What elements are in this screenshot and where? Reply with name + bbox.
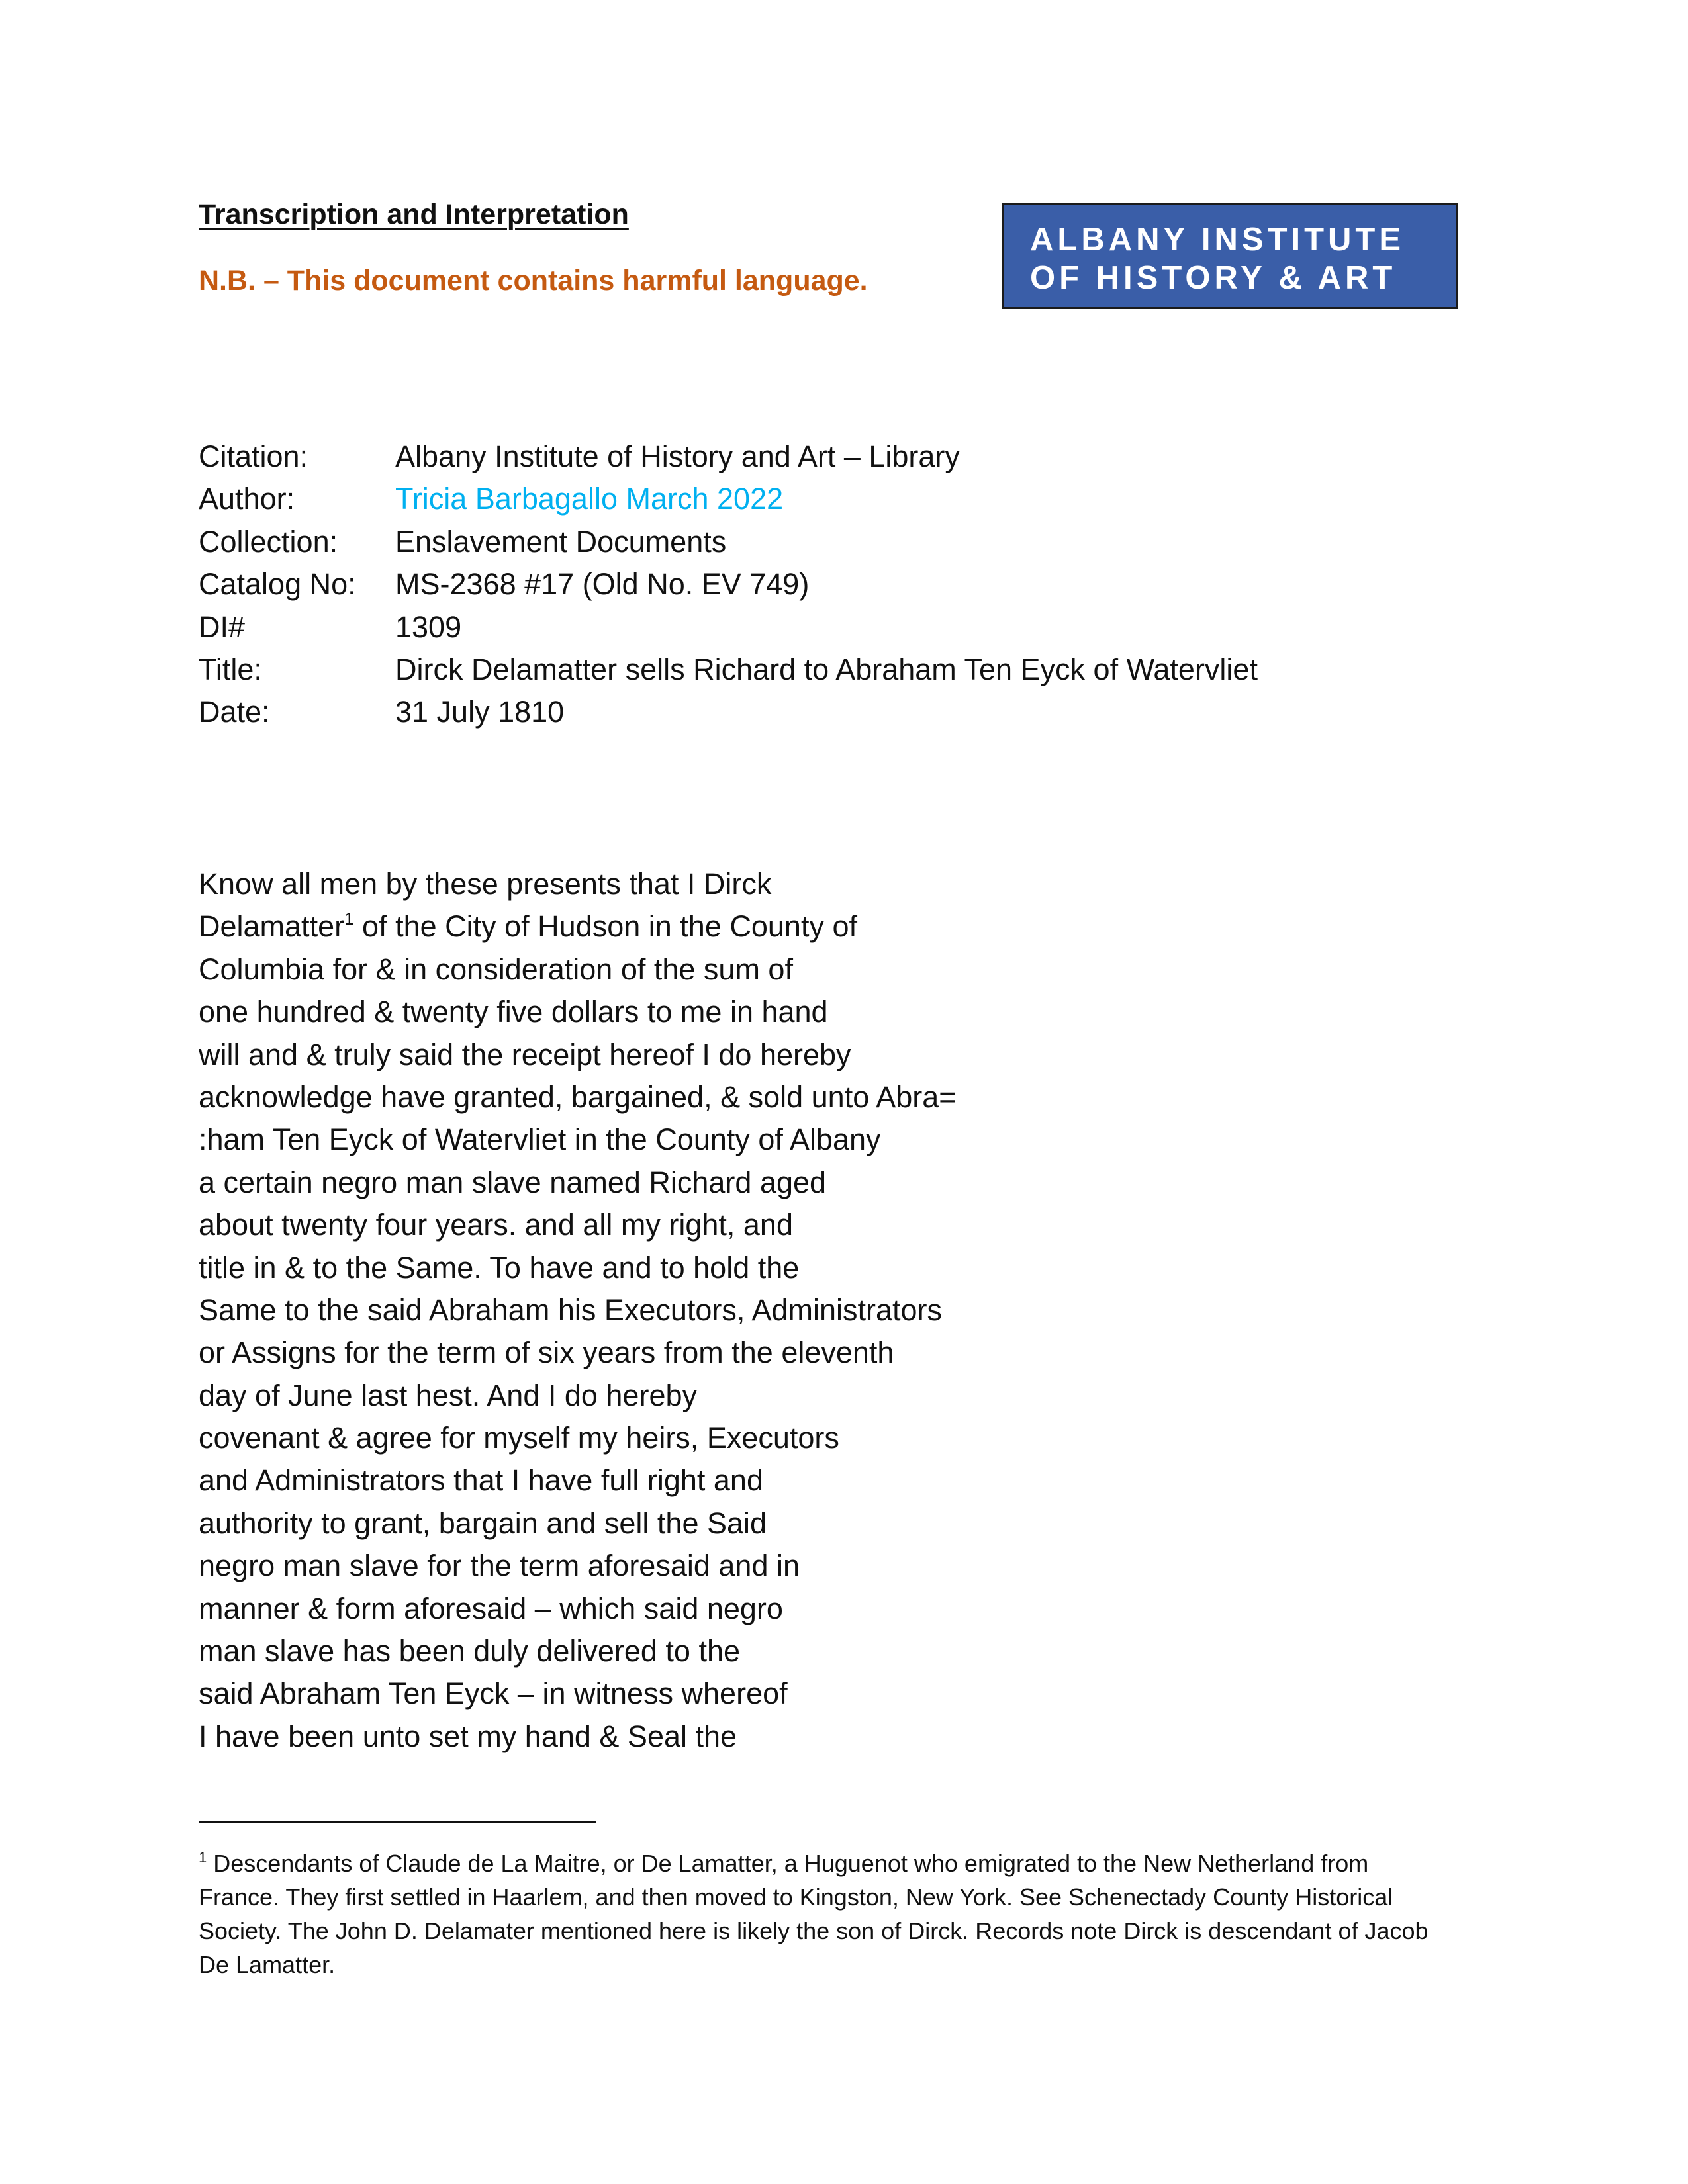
transcription-line: I have been unto set my hand & Seal the — [199, 1719, 737, 1753]
transcription-line: Know all men by these presents that I Dirck — [199, 867, 772, 901]
di-value: 1309 — [395, 610, 462, 644]
footnote-text: Descendants of Claude de La Maitre, or De Lamatter, a Huguenot who emigrated to the New Netherland from — [207, 1850, 1369, 1877]
logo-line-1: ALBANY INSTITUTE — [1030, 222, 1405, 257]
title-label: Title: — [199, 652, 262, 686]
footnote-line: De Lamatter. — [199, 1951, 336, 1978]
title-value: Dirck Delamatter sells Richard to Abraham Ten Eyck of Watervliet — [395, 652, 1258, 686]
transcription-line: Same to the said Abraham his Executors, Administrators — [199, 1293, 943, 1327]
harmful-language-warning: N.B. – This document contains harmful language. — [199, 265, 868, 296]
footnote — [199, 1846, 1496, 1981]
catalog-label: Catalog No: — [199, 567, 356, 602]
catalog-value: MS-2368 #17 (Old No. EV 749) — [395, 567, 810, 602]
author-link[interactable]: Tricia Barbagallo March 2022 — [395, 482, 784, 516]
transcription-line: day of June last hest. And I do hereby — [199, 1378, 698, 1412]
author-label: Author: — [199, 482, 295, 516]
footnote-line: Society. The John D. Delamater mentioned here is likely the son of Dirck. Records note Dirck is descendant of Jacob — [199, 1917, 1429, 1944]
logo-line-2: OF HISTORY & ART — [1030, 260, 1397, 296]
date-label: Date: — [199, 695, 270, 729]
collection-label: Collection: — [199, 524, 338, 559]
transcription-line: covenant & agree for myself my heirs, Executors — [199, 1421, 839, 1455]
transcription-line: manner & form aforesaid – which said negro — [199, 1591, 783, 1625]
footnote-marker: 1 — [199, 1849, 207, 1866]
transcription-line: man slave has been duly delivered to the — [199, 1634, 741, 1668]
footnote-line: France. They first settled in Haarlem, and then moved to Kingston, New York. See Schenectady County Historical — [199, 1884, 1393, 1911]
transcription-text: of the City of Hudson in the County of — [353, 909, 857, 944]
transcription-body — [199, 863, 957, 1758]
transcription-line: a certain negro man slave named Richard aged — [199, 1165, 827, 1199]
transcription-line: and Administrators that I have full right and — [199, 1463, 763, 1498]
transcription-line: negro man slave for the term aforesaid and in — [199, 1549, 800, 1583]
citation-label: Citation: — [199, 439, 308, 473]
transcription-text: Delamatter — [199, 909, 345, 944]
transcription-line: about twenty four years. and all my right, and — [199, 1208, 793, 1242]
footnote-reference[interactable]: 1 — [344, 909, 354, 929]
transcription-line: will and & truly said the receipt hereof I do hereby — [199, 1037, 851, 1071]
transcription-line: acknowledge have granted, bargained, & sold unto Abra= — [199, 1079, 957, 1114]
transcription-line: said Abraham Ten Eyck – in witness whereof — [199, 1676, 788, 1711]
footnote-separator — [199, 1821, 596, 1823]
albany-institute-logo — [1002, 203, 1458, 309]
transcription-line: or Assigns for the term of six years from the eleventh — [199, 1336, 894, 1370]
di-label: DI# — [199, 610, 246, 644]
transcription-line: authority to grant, bargain and sell the Said — [199, 1506, 767, 1540]
transcription-line — [199, 905, 957, 948]
transcription-line: title in & to the Same. To have and to hold the — [199, 1250, 800, 1285]
transcription-line: Columbia for & in consideration of the sum of — [199, 952, 793, 986]
date-value: 31 July 1810 — [395, 695, 565, 729]
citation-value: Albany Institute of History and Art – Library — [395, 439, 960, 473]
collection-value: Enslavement Documents — [395, 524, 727, 559]
page-title: Transcription and Interpretation — [199, 199, 629, 230]
transcription-line: :ham Ten Eyck of Watervliet in the County of Albany — [199, 1122, 881, 1157]
footnote-line — [199, 1846, 1496, 1880]
transcription-line: one hundred & twenty five dollars to me in hand — [199, 995, 828, 1029]
